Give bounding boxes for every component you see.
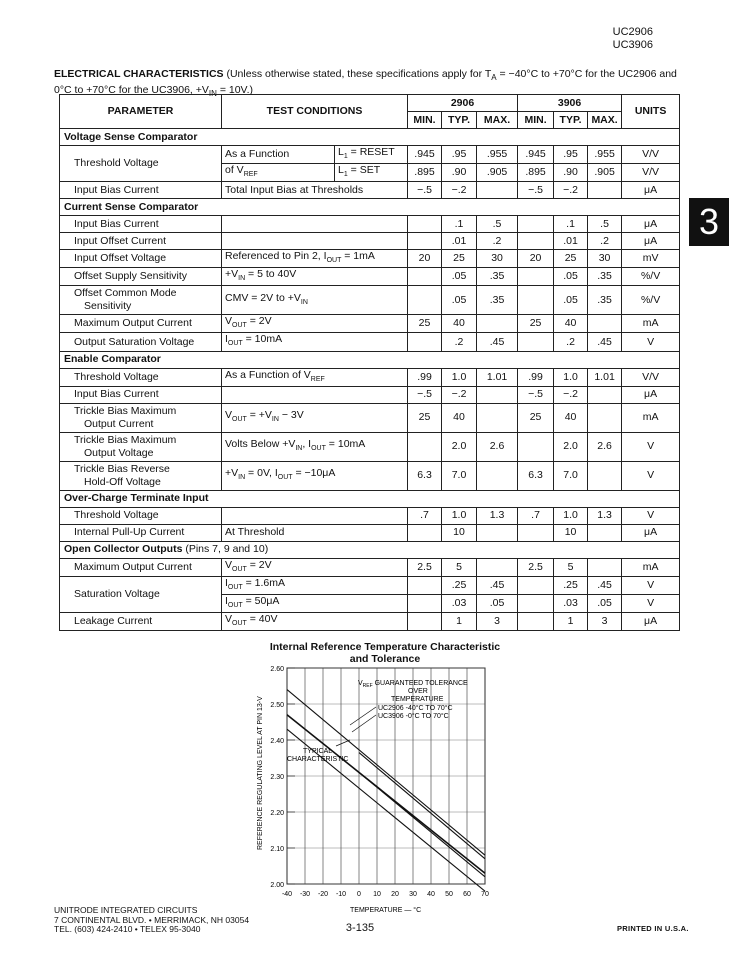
x-tick-label: 0: [357, 891, 361, 898]
value-cell: 7.0: [554, 461, 588, 490]
col-max: MAX.: [588, 112, 622, 129]
param-cell: Threshold Voltage: [60, 507, 222, 524]
unit-cell: %/V: [622, 286, 680, 315]
value-cell: [477, 315, 518, 333]
value-cell: .90: [442, 164, 477, 182]
value-cell: .45: [588, 576, 622, 594]
value-cell: 25: [442, 250, 477, 268]
col-group-2906: 2906: [408, 95, 518, 112]
annot-leader: [352, 715, 376, 732]
annot-uc2906: UC2906 -40°C TO 70°C: [378, 705, 453, 712]
cond-cell: of $V_{REF}$: [222, 164, 335, 182]
value-cell: 2.0: [554, 432, 588, 461]
value-cell: 1.3: [477, 507, 518, 524]
table-row: [60, 461, 680, 490]
param-cell: Input Bias Current: [60, 386, 222, 403]
cond-cell: At Threshold: [222, 524, 408, 541]
value-cell: 1.0: [442, 507, 477, 524]
part-numbers: [613, 26, 653, 52]
value-cell: 2.0: [442, 432, 477, 461]
value-cell: .5: [477, 216, 518, 233]
unit-cell: V: [622, 507, 680, 524]
cond-cell: Volts Below $+V_{IN}$, $I_{OUT} = 10mA$: [222, 432, 408, 461]
value-cell: [408, 233, 442, 250]
cond-cell: [222, 507, 408, 524]
value-cell: [408, 612, 442, 630]
series-line: [359, 772, 485, 876]
part-number-2: UC3906: [612, 39, 653, 51]
x-tick-label: 70: [481, 891, 489, 898]
param-cell: Leakage Current: [60, 612, 222, 630]
value-cell: [588, 524, 622, 541]
value-cell: .01: [554, 233, 588, 250]
value-cell: .35: [477, 286, 518, 315]
x-tick-label: 50: [445, 891, 453, 898]
col-typ: TYP.: [554, 112, 588, 129]
value-cell: 25: [408, 403, 442, 432]
printed-note: PRINTED IN U.S.A.: [617, 924, 689, 933]
x-tick-label: 60: [463, 891, 471, 898]
unit-cell: μA: [622, 386, 680, 403]
value-cell: [408, 594, 442, 612]
value-cell: .05: [554, 268, 588, 286]
value-cell: 1.0: [554, 507, 588, 524]
footer-street: 7 CONTINENTAL BLVD. • MERRIMACK, NH 03054: [54, 914, 250, 925]
value-cell: .45: [477, 333, 518, 351]
param-cell: Output Saturation Voltage: [60, 333, 222, 351]
section-title: Enable Comparator: [60, 351, 680, 368]
cond-cell: CMV = 2V to $+V_{IN}$: [222, 286, 408, 315]
value-cell: 25: [554, 250, 588, 268]
value-cell: .955: [477, 146, 518, 164]
value-cell: 2.6: [588, 432, 622, 461]
annot-characteristic: CHARACTERISTIC: [287, 756, 349, 763]
value-cell: .03: [554, 594, 588, 612]
unit-cell: V: [622, 576, 680, 594]
section-title: Over-Charge Terminate Input: [60, 490, 680, 507]
section-title: Voltage Sense Comparator: [60, 129, 680, 146]
annot-typical: TYPICAL: [303, 748, 333, 755]
value-cell: −.5: [408, 182, 442, 199]
param-cell: Maximum Output Current: [60, 558, 222, 576]
value-cell: [588, 315, 622, 333]
table-row: [60, 216, 680, 233]
y-tick-label: 2.20: [270, 810, 284, 817]
chart-ylabel: REFERENCE REGULATING LEVEL AT PIN 13-V: [257, 696, 264, 850]
cond-cell: [222, 233, 408, 250]
table-row: [60, 368, 680, 386]
col-parameter: PARAMETER: [60, 95, 222, 129]
footer-address: [54, 906, 249, 935]
unit-cell: V/V: [622, 146, 680, 164]
value-cell: 10: [554, 524, 588, 541]
param-cell: Threshold Voltage: [60, 146, 222, 182]
cond-cell: $I_{OUT} = 10mA$: [222, 333, 408, 351]
value-cell: 1.01: [588, 368, 622, 386]
unit-cell: μA: [622, 233, 680, 250]
col-units: UNITS: [622, 95, 680, 129]
section-title: Open Collector Outputs (Pins 7, 9 and 10): [60, 541, 680, 558]
x-tick-label: 30: [409, 891, 417, 898]
chart-title: Internal Reference Temperature Characteristic and Tolerance: [269, 641, 501, 665]
value-cell: [408, 524, 442, 541]
value-cell: .25: [442, 576, 477, 594]
annot-temperature: TEMPERATURE: [391, 696, 444, 703]
part-number-1: UC2906: [612, 26, 653, 38]
x-tick-label: 40: [427, 891, 435, 898]
unit-cell: %/V: [622, 268, 680, 286]
value-cell: .1: [442, 216, 477, 233]
chart-ticks: [270, 666, 489, 898]
value-cell: 2.6: [477, 432, 518, 461]
value-cell: .2: [477, 233, 518, 250]
value-cell: −.2: [442, 182, 477, 199]
heading-text3: = 10V.): [216, 84, 254, 97]
cond-cell: $V_{OUT} = 2V$: [222, 315, 408, 333]
table-row: [60, 386, 680, 403]
table-row: [60, 315, 680, 333]
y-tick-label: 2.50: [270, 702, 284, 709]
value-cell: .7: [408, 507, 442, 524]
value-cell: .945: [408, 146, 442, 164]
value-cell: .895: [518, 164, 554, 182]
value-cell: .95: [554, 146, 588, 164]
table-row: [60, 612, 680, 630]
value-cell: [477, 524, 518, 541]
reference-chart: [250, 660, 510, 915]
cond-cell: $+V_{IN} = 5$ to 40V: [222, 268, 408, 286]
value-cell: .7: [518, 507, 554, 524]
value-cell: .05: [442, 286, 477, 315]
value-cell: .5: [588, 216, 622, 233]
value-cell: 25: [408, 315, 442, 333]
unit-cell: μA: [622, 612, 680, 630]
value-cell: .05: [442, 268, 477, 286]
unit-cell: mA: [622, 558, 680, 576]
value-cell: 1: [442, 612, 477, 630]
value-cell: [518, 594, 554, 612]
value-cell: 2.5: [408, 558, 442, 576]
unit-cell: μA: [622, 182, 680, 199]
x-tick-label: -30: [299, 891, 311, 898]
value-cell: 1.01: [477, 368, 518, 386]
heading-text2: = −40°C to +70°C for the UC2906 and 0°C to +70°C for the UC3906, +V: [54, 68, 677, 97]
value-cell: .05: [554, 286, 588, 315]
value-cell: .35: [477, 268, 518, 286]
param-cell: Input Bias Current: [60, 182, 222, 199]
value-cell: 30: [588, 250, 622, 268]
unit-cell: V/V: [622, 164, 680, 182]
value-cell: [408, 268, 442, 286]
value-cell: [518, 576, 554, 594]
heading-sub-in: IN: [208, 89, 217, 99]
value-cell: 20: [408, 250, 442, 268]
value-cell: .25: [554, 576, 588, 594]
value-cell: −.2: [442, 386, 477, 403]
value-cell: [518, 333, 554, 351]
value-cell: 5: [554, 558, 588, 576]
value-cell: 40: [554, 403, 588, 432]
value-cell: .05: [588, 594, 622, 612]
cond-cell: As a Function of $V_{REF}$: [222, 368, 408, 386]
cond-cell: $+V_{IN} = 0V$, $I_{OUT} = -10\mu A$: [222, 461, 408, 490]
value-cell: 7.0: [442, 461, 477, 490]
x-tick-label: 20: [391, 891, 399, 898]
value-cell: 2.5: [518, 558, 554, 576]
value-cell: [477, 386, 518, 403]
annot-leader: [336, 740, 350, 746]
y-tick-label: 2.40: [270, 738, 284, 745]
value-cell: 20: [518, 250, 554, 268]
value-cell: [588, 461, 622, 490]
table-row: [60, 524, 680, 541]
cond-cell: Referenced to Pin 2, $I_{OUT} = 1mA$: [222, 250, 408, 268]
value-cell: [588, 558, 622, 576]
value-cell: [588, 403, 622, 432]
header-row: [60, 95, 680, 112]
param-cell: Saturation Voltage: [60, 576, 222, 612]
annot-leader: [350, 707, 376, 725]
cond-cell: [222, 386, 408, 403]
y-tick-label: 2.00: [270, 882, 284, 889]
value-cell: [477, 182, 518, 199]
table-row: [60, 507, 680, 524]
value-cell: [518, 216, 554, 233]
y-tick-label: 2.60: [270, 666, 284, 673]
value-cell: .99: [518, 368, 554, 386]
cond-cell: $I_{OUT} = 50\mu A$: [222, 594, 408, 612]
value-cell: [518, 286, 554, 315]
y-tick-label: 2.10: [270, 846, 284, 853]
unit-cell: mV: [622, 250, 680, 268]
value-cell: [518, 233, 554, 250]
unit-cell: mA: [622, 403, 680, 432]
value-cell: [518, 432, 554, 461]
cond-cell: $V_{OUT} = 2V$: [222, 558, 408, 576]
value-cell: .1: [554, 216, 588, 233]
value-cell: −.2: [554, 386, 588, 403]
cond-cell: $V_{OUT} = 40V$: [222, 612, 408, 630]
param-cell: Offset Common Mode Sensitivity: [60, 286, 222, 315]
value-cell: .2: [588, 233, 622, 250]
table-row: [60, 250, 680, 268]
value-cell: [477, 403, 518, 432]
unit-cell: mA: [622, 315, 680, 333]
col-min: MIN.: [408, 112, 442, 129]
value-cell: [588, 182, 622, 199]
value-cell: [477, 461, 518, 490]
chart-annotations: [287, 680, 468, 763]
value-cell: 40: [554, 315, 588, 333]
value-cell: 1: [554, 612, 588, 630]
value-cell: [518, 524, 554, 541]
electrical-characteristics-table: [59, 94, 680, 631]
x-tick-label: -20: [317, 891, 329, 898]
footer-phone: TEL. (603) 424-2410 • TELEX 95-3040: [54, 924, 201, 934]
value-cell: −.2: [554, 182, 588, 199]
value-cell: .90: [554, 164, 588, 182]
value-cell: 6.3: [408, 461, 442, 490]
footer-company: UNITRODE INTEGRATED CIRCUITS: [54, 905, 198, 915]
value-cell: .2: [442, 333, 477, 351]
value-cell: [588, 386, 622, 403]
table-row: [60, 146, 680, 164]
section-tab-marker: 3: [689, 198, 729, 246]
unit-cell: V: [622, 432, 680, 461]
value-cell: [408, 333, 442, 351]
value-cell: .895: [408, 164, 442, 182]
cond-cell: $I_{OUT} = 1.6mA$: [222, 576, 408, 594]
value-cell: [477, 558, 518, 576]
unit-cell: μA: [622, 524, 680, 541]
param-cell: Maximum Output Current: [60, 315, 222, 333]
value-cell: [408, 216, 442, 233]
table-row: [60, 432, 680, 461]
value-cell: .03: [442, 594, 477, 612]
value-cell: −.5: [408, 386, 442, 403]
y-tick-label: 2.30: [270, 774, 284, 781]
heading-sub-a: A: [491, 73, 497, 83]
value-cell: 1.0: [554, 368, 588, 386]
table-row: [60, 558, 680, 576]
col-group-3906: 3906: [518, 95, 622, 112]
param-cell: Threshold Voltage: [60, 368, 222, 386]
value-cell: −.5: [518, 182, 554, 199]
value-cell: 3: [588, 612, 622, 630]
value-cell: .905: [477, 164, 518, 182]
value-cell: .99: [408, 368, 442, 386]
value-cell: 30: [477, 250, 518, 268]
unit-cell: V/V: [622, 368, 680, 386]
table-row: [60, 403, 680, 432]
value-cell: .955: [588, 146, 622, 164]
value-cell: [408, 286, 442, 315]
section-title: Current Sense Comparator: [60, 199, 680, 216]
param-cell: Input Offset Current: [60, 233, 222, 250]
table-row: [60, 268, 680, 286]
value-cell: .45: [477, 576, 518, 594]
table-row: [60, 286, 680, 315]
param-cell: Trickle Bias Reverse Hold-Off Voltage: [60, 461, 222, 490]
value-cell: .35: [588, 286, 622, 315]
cond-cell: $V_{OUT} = +V_{IN} - 3V$: [222, 403, 408, 432]
x-tick-label: -10: [335, 891, 347, 898]
series-line: [287, 715, 485, 873]
param-cell: Input Bias Current: [60, 216, 222, 233]
value-cell: 10: [442, 524, 477, 541]
table-row: [60, 576, 680, 594]
cond-cell: $L_1$ = RESET: [335, 146, 408, 164]
unit-cell: V: [622, 461, 680, 490]
value-cell: .45: [588, 333, 622, 351]
param-cell: Input Offset Voltage: [60, 250, 222, 268]
unit-cell: V: [622, 333, 680, 351]
value-cell: [518, 612, 554, 630]
value-cell: .905: [588, 164, 622, 182]
chart-xlabel: TEMPERATURE — °C: [350, 907, 422, 914]
value-cell: .05: [477, 594, 518, 612]
table-row: [60, 182, 680, 199]
value-cell: 40: [442, 403, 477, 432]
unit-cell: μA: [622, 216, 680, 233]
cond-cell: As a Function: [222, 146, 335, 164]
col-max: MAX.: [477, 112, 518, 129]
x-tick-label: -40: [281, 891, 293, 898]
value-cell: .2: [554, 333, 588, 351]
value-cell: 3: [477, 612, 518, 630]
value-cell: .95: [442, 146, 477, 164]
unit-cell: V: [622, 594, 680, 612]
x-tick-label: 10: [373, 891, 381, 898]
cond-cell: [222, 216, 408, 233]
cond-cell: $L_1$ = SET: [335, 164, 408, 182]
param-cell: Offset Supply Sensitivity: [60, 268, 222, 286]
value-cell: [408, 576, 442, 594]
annot-guarantee: $V_{REF}$ GUARANTEED TOLERANCE: [358, 680, 468, 689]
param-cell: Trickle Bias Maximum Output Voltage: [60, 432, 222, 461]
value-cell: .01: [442, 233, 477, 250]
page-number: 3-135: [345, 922, 375, 934]
param-cell: Trickle Bias Maximum Output Current: [60, 403, 222, 432]
annot-over: OVER: [408, 688, 428, 695]
value-cell: 40: [442, 315, 477, 333]
value-cell: 1.0: [442, 368, 477, 386]
table-row: [60, 333, 680, 351]
col-test-conditions: TEST CONDITIONS: [222, 95, 408, 129]
heading-text: (Unless otherwise stated, these specifications apply for T: [223, 68, 492, 80]
value-cell: .35: [588, 268, 622, 286]
col-min: MIN.: [518, 112, 554, 129]
cond-cell: Total Input Bias at Thresholds: [222, 182, 408, 199]
value-cell: 1.3: [588, 507, 622, 524]
value-cell: 6.3: [518, 461, 554, 490]
value-cell: 5: [442, 558, 477, 576]
heading-bold: ELECTRICAL CHARACTERISTICS: [54, 68, 224, 80]
value-cell: .945: [518, 146, 554, 164]
value-cell: 25: [518, 315, 554, 333]
value-cell: [408, 432, 442, 461]
table-row: [60, 233, 680, 250]
value-cell: 25: [518, 403, 554, 432]
annot-uc3906: UC3906 -0°C TO 70°C: [378, 713, 449, 720]
value-cell: [518, 268, 554, 286]
param-cell: Internal Pull-Up Current: [60, 524, 222, 541]
series-line: [359, 753, 485, 859]
col-typ: TYP.: [442, 112, 477, 129]
value-cell: −.5: [518, 386, 554, 403]
